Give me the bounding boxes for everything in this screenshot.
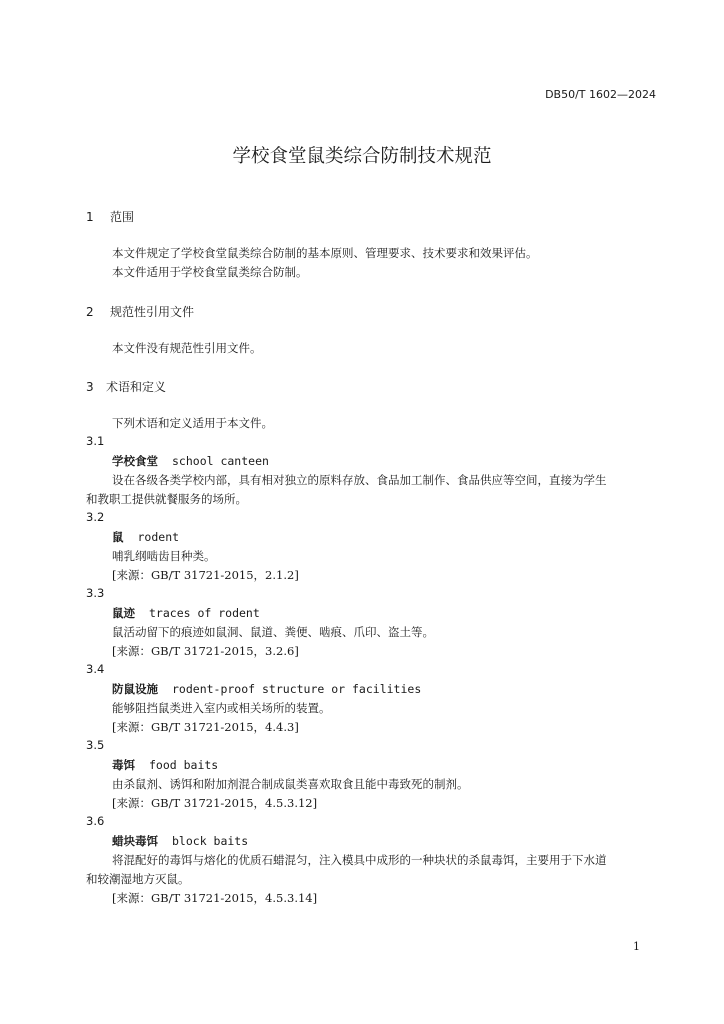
term-definition: 哺乳纲啮齿目种类。 [112,549,216,563]
term-english: traces of rodent [149,606,260,620]
term-english: rodent-proof structure or facilities [172,682,422,696]
section-title: 规范性引用文件 [110,305,195,319]
paragraph: 本文件没有规范性引用文件。 [112,341,262,355]
term-entry [112,605,260,621]
paragraph: 本文件适用于学校食堂鼠类综合防制。 [112,265,308,279]
term-source: [来源：GB/T 31721-2015，2.1.2] [112,568,299,582]
paragraph: 本文件规定了学校食堂鼠类综合防制的基本原则、管理要求、技术要求和效果评估。 [112,246,538,260]
clause-number: 3.4 [86,662,105,676]
term-entry [112,453,269,469]
term-chinese: 学校食堂 [112,454,158,468]
term-definition: 鼠活动留下的痕迹如鼠洞、鼠道、粪便、啮痕、爪印、盗土等。 [112,625,434,639]
term-english: food baits [149,758,219,772]
term-definition: 设在各级各类学校内部，具有相对独立的原料存放、食品加工制作、食品供应等空间，直接为学生 [112,473,607,487]
paragraph: 下列术语和定义适用于本文件。 [112,416,273,430]
section-heading-3 [86,378,166,395]
section-heading-1 [86,208,134,225]
term-source: [来源：GB/T 31721-2015，4.5.3.14] [112,891,318,905]
clause-number: 3.5 [86,738,105,752]
document-title: 学校食堂鼠类综合防制技术规范 [232,146,492,167]
term-chinese: 鼠 [112,530,124,544]
section-number: 1 [86,210,94,224]
clause-number: 3.3 [86,586,105,600]
section-title: 术语和定义 [106,380,167,394]
page-number: 1 [633,940,640,953]
term-definition: 由杀鼠剂、诱饵和附加剂混合制成鼠类喜欢取食且能中毒致死的制剂。 [112,777,469,791]
term-source: [来源：GB/T 31721-2015，3.2.6] [112,644,299,658]
section-title: 范围 [110,210,135,224]
clause-number: 3.6 [86,814,105,828]
term-english: rodent [137,530,180,544]
term-entry [112,757,218,773]
term-chinese: 鼠迹 [112,606,135,620]
section-number: 3 [86,380,94,394]
term-entry [112,681,421,697]
term-entry [112,529,179,545]
term-chinese: 毒饵 [112,758,135,772]
term-chinese: 防鼠设施 [112,682,158,696]
term-definition: 将混配好的毒饵与熔化的优质石蜡混匀，注入模具中成形的一种块状的杀鼠毒饵，主要用于下水道 [112,853,607,867]
term-english: block baits [172,834,249,848]
term-definition-continued: 和较潮湿地方灭鼠。 [86,872,190,886]
section-heading-2 [86,303,194,320]
clause-number: 3.1 [86,434,105,448]
term-chinese: 蜡块毒饵 [112,834,158,848]
term-english: school canteen [172,454,269,468]
term-source: [来源：GB/T 31721-2015，4.4.3] [112,720,299,734]
document-code: DB50/T 1602—2024 [545,88,656,101]
section-number: 2 [86,305,94,319]
term-definition-continued: 和教职工提供就餐服务的场所。 [86,492,247,506]
term-entry [112,833,248,849]
clause-number: 3.2 [86,510,105,524]
term-definition: 能够阻挡鼠类进入室内或相关场所的装置。 [112,701,331,715]
term-source: [来源：GB/T 31721-2015，4.5.3.12] [112,796,318,810]
